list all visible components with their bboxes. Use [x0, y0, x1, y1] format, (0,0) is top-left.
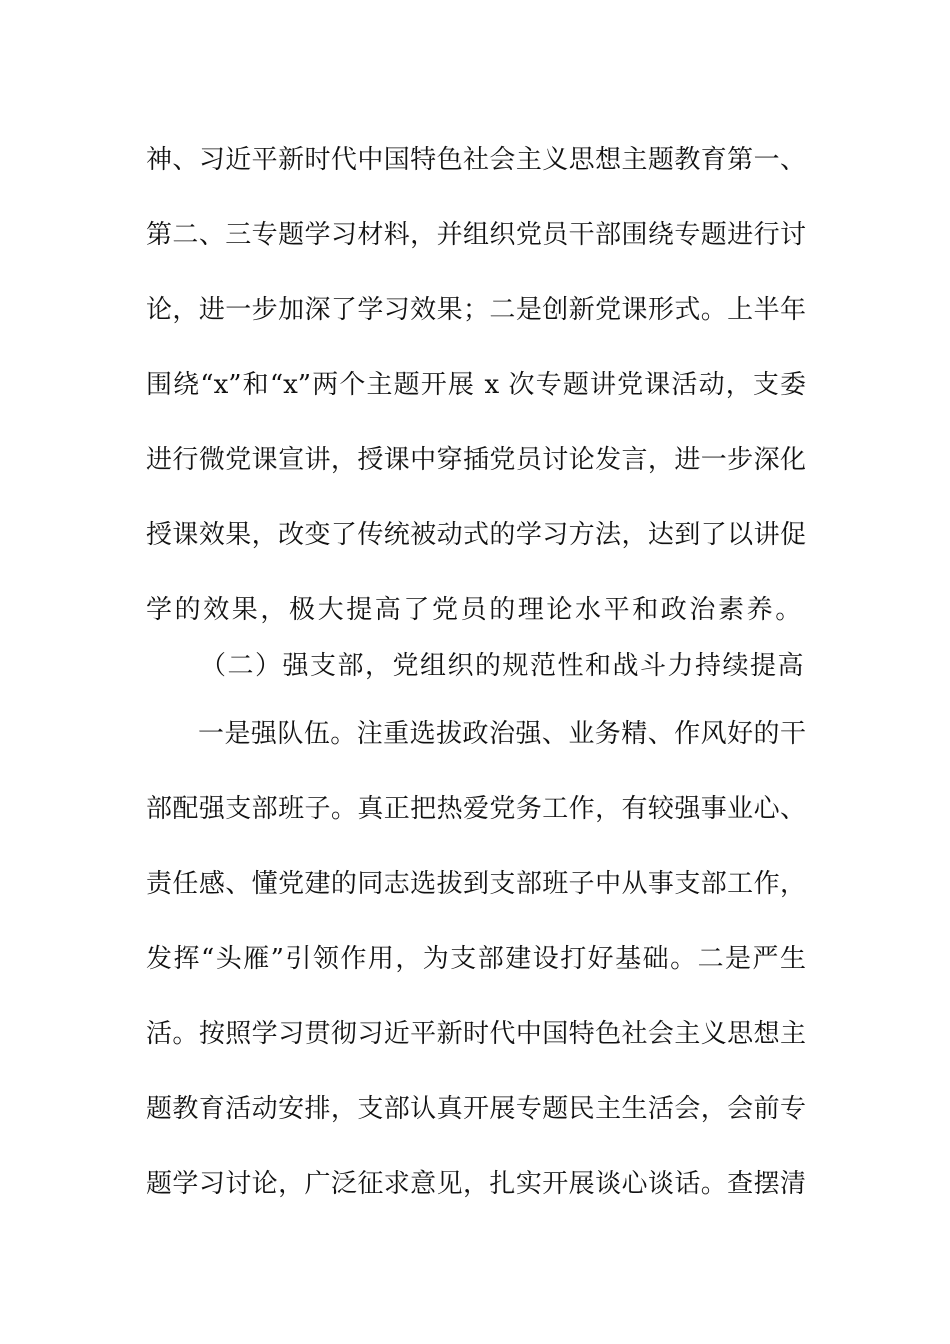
- paragraph-line: 进行微党课宣讲，授课中穿插党员讨论发言，进一步深化: [146, 445, 806, 475]
- paragraph-line: 一是强队伍。注重选拔政治强、业务精、作风好的干: [198, 719, 806, 749]
- paragraph-line: 题教育活动安排，支部认真开展专题民主生活会，会前专: [146, 1094, 806, 1124]
- paragraph-line: 第二、三专题学习材料，并组织党员干部围绕专题进行讨: [146, 220, 806, 250]
- paragraph-line: 题学习讨论，广泛征求意见，扎实开展谈心谈话。查摆清: [146, 1169, 806, 1199]
- paragraph-line: 神、习近平新时代中国特色社会主义思想主题教育第一、: [146, 145, 806, 175]
- paragraph-line: 活。按照学习贯彻习近平新时代中国特色社会主义思想主: [146, 1019, 806, 1049]
- paragraph-line: 论，进一步加深了学习效果；二是创新党课形式。上半年: [146, 295, 806, 325]
- paragraph-line: 发挥“头雁”引领作用，为支部建设打好基础。二是严生: [146, 944, 806, 974]
- section-heading: （二）强支部，党组织的规范性和战斗力持续提高: [200, 651, 806, 681]
- paragraph-line: 责任感、懂党建的同志选拔到支部班子中从事支部工作，: [146, 869, 806, 899]
- paragraph-line: 学的效果，极大提高了党员的理论水平和政治素养。: [146, 595, 804, 625]
- paragraph-line: 授课效果，改变了传统被动式的学习方法，达到了以讲促: [146, 520, 806, 550]
- paragraph-line: 部配强支部班子。真正把热爱党务工作，有较强事业心、: [146, 794, 806, 824]
- paragraph-line: 围绕“x”和“x”两个主题开展 x 次专题讲党课活动，支委: [146, 370, 806, 400]
